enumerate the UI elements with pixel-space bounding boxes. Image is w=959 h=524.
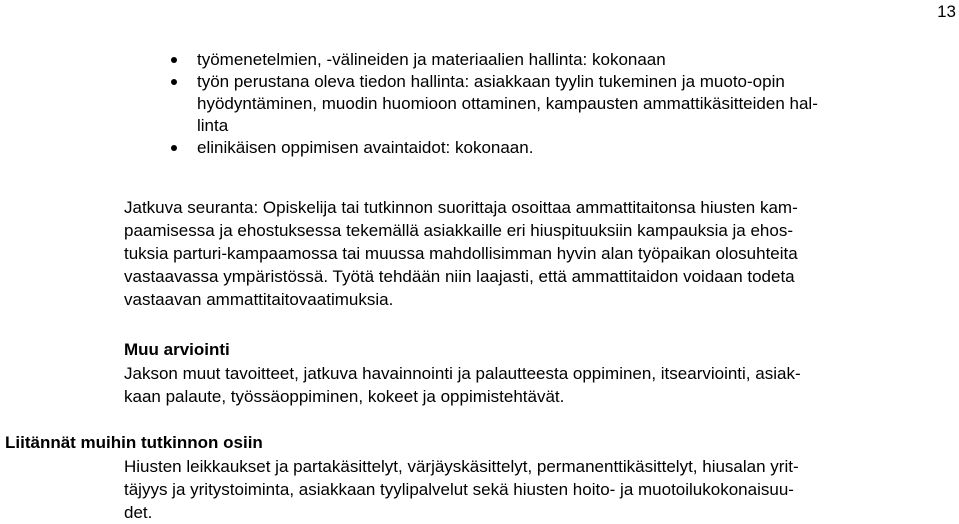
paragraph-line: Hiusten leikkaukset ja partakäsittelyt, värjäyskäsittelyt, permanenttikäsittelyt, hiusalan yrit- bbox=[124, 457, 799, 476]
paragraph-line: paamisessa ja ehostuksessa tekemällä asiakkaille eri hiuspituuksiin kampauksia ja ehos- bbox=[124, 221, 794, 240]
continuous-assessment-paragraph bbox=[124, 196, 939, 311]
links-heading: Liitännät muihin tutkinnon osiin bbox=[5, 433, 263, 452]
bullet-icon bbox=[171, 79, 177, 85]
other-assessment-paragraph bbox=[124, 362, 939, 408]
paragraph-line: tuksia parturi-kampaamossa tai muussa mahdollisimman hyvin alan työpaikan olosuhteita bbox=[124, 244, 798, 263]
other-assessment-heading: Muu arviointi bbox=[124, 340, 230, 359]
bullet-line: työn perustana oleva tiedon hallinta: asiakkaan tyylin tukeminen ja muoto-opin bbox=[197, 72, 785, 91]
page-number: 13 bbox=[937, 2, 956, 21]
paragraph-line: det. bbox=[124, 503, 153, 522]
bullet-line: elinikäisen oppimisen avaintaidot: kokonaan. bbox=[197, 138, 534, 157]
links-paragraph bbox=[124, 455, 939, 524]
list-item bbox=[170, 71, 930, 137]
list-item bbox=[170, 49, 930, 71]
paragraph-line: Jatkuva seuranta: Opiskelija tai tutkinnon suorittaja osoittaa ammattitaitonsa hiusten kam- bbox=[124, 198, 798, 217]
paragraph-line: kaan palaute, työssäoppiminen, kokeet ja oppimistehtävät. bbox=[124, 387, 565, 406]
bullet-icon bbox=[171, 57, 177, 63]
paragraph-line: vastaavassa ympäristössä. Työtä tehdään niin laajasti, että ammattitaidon voidaan todeta bbox=[124, 267, 795, 286]
paragraph-line: vastaavan ammattitaitovaatimuksia. bbox=[124, 290, 394, 309]
bullet-line: työmenetelmien, -välineiden ja materiaalien hallinta: kokonaan bbox=[197, 50, 666, 69]
bullet-list bbox=[170, 49, 930, 159]
bullet-line: linta bbox=[197, 116, 229, 135]
bullet-line: hyödyntäminen, muodin huomioon ottaminen, kampausten ammattikäsitteiden hal- bbox=[197, 94, 818, 113]
paragraph-line: täjyys ja yritystoiminta, asiakkaan tyylipalvelut sekä hiusten hoito- ja muotoilukokonaisuu- bbox=[124, 480, 794, 499]
list-item bbox=[170, 137, 930, 159]
bullet-icon bbox=[171, 145, 177, 151]
paragraph-line: Jakson muut tavoitteet, jatkuva havainnointi ja palautteesta oppiminen, itsearviointi, asiak- bbox=[124, 364, 801, 383]
